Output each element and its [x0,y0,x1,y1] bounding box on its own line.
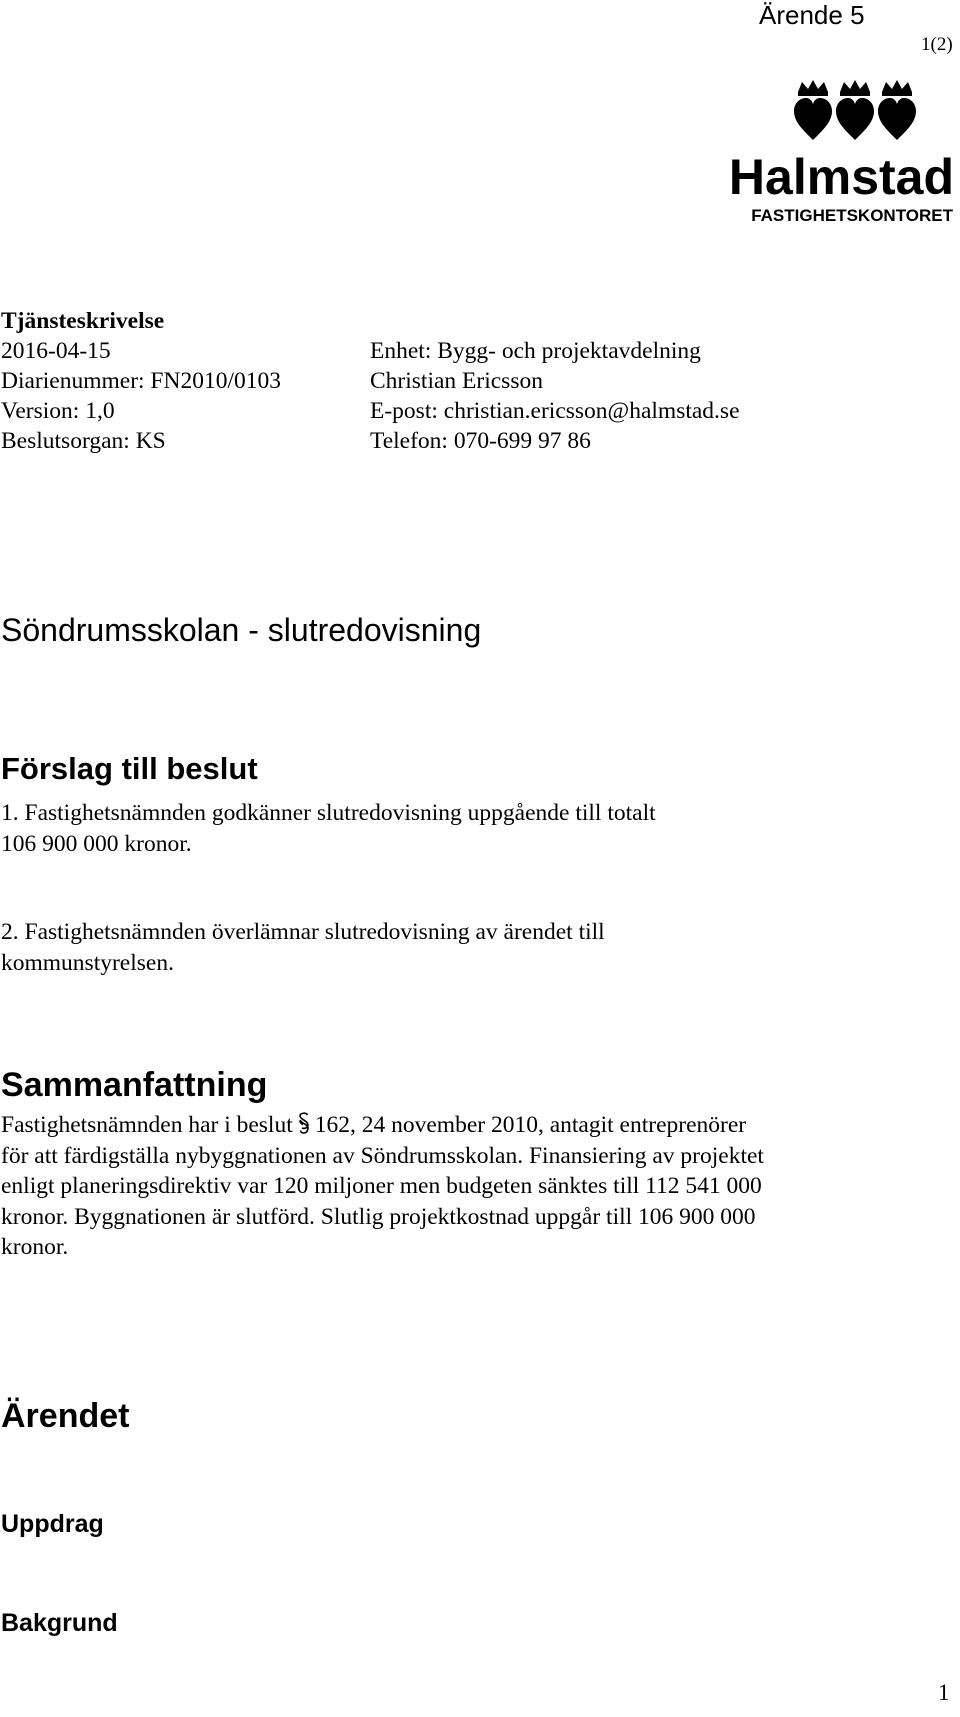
enhet: Enhet: Bygg- och projektavdelning [370,338,701,364]
heading-bakgrund: Bakgrund [1,1609,118,1637]
crown-icon [798,80,828,96]
heart-icon [836,98,874,140]
summary-paragraph [1,1110,764,1263]
crown-icon [882,80,912,96]
contact-name: Christian Ericsson [370,368,543,394]
heading-forslag: Förslag till beslut [1,751,258,786]
heading-sammanfattning: Sammanfattning [1,1066,268,1104]
beslutsorgan: Beslutsorgan: KS [1,428,166,454]
section-sign-icon [297,1111,311,1137]
meta-right-block [370,336,740,456]
page-number: 1 [938,1680,950,1705]
arende-label: Ärende 5 [759,0,865,30]
heading-arendet: Ärendet [1,1397,130,1435]
summary-line: Fastighetsnämnden har i beslut 162, 24 november 2010, antagit entreprenörer [1,1112,747,1138]
meta-left-block [1,336,281,456]
heart-icon [794,98,832,140]
summary-line: kronor. [1,1234,69,1260]
document-type: Tjänsteskrivelse [1,308,165,334]
version: Version: 1,0 [1,398,115,424]
heart-icon [878,98,916,140]
logo-wordmark: Halmstad [728,149,954,205]
document-date: 2016-04-15 [1,338,111,364]
proposal-item-1: 1. Fastighetsnämnden godkänner slutredovisning uppgående till totalt 106 900 000 kronor. [1,800,656,857]
diarienummer: Diarienummer: FN2010/0103 [1,368,282,394]
summary-line: för att färdigställa nybyggnationen av Söndrumsskolan. Finansiering av projektet [1,1142,764,1169]
page-of: 1(2) [921,34,953,55]
page-title: Söndrumsskolan - slutredovisning [1,612,482,648]
crowns-hearts-emblem [702,78,960,228]
summary-line: enligt planeringsdirektiv var 120 miljoner men budgeten sänktes till 112 541 000 [1,1173,762,1199]
crown-icon [840,80,870,96]
logo-subtitle: FASTIGHETSKONTORET [751,206,953,225]
contact-email: E-post: christian.ericsson@halmstad.se [370,398,740,424]
heading-uppdrag: Uppdrag [1,1510,104,1538]
halmstad-logo [702,78,960,228]
contact-phone: Telefon: 070-699 97 86 [370,428,591,454]
summary-line: kronor. Byggnationen är slutförd. Slutlig projektkostnad uppgår till 106 900 000 [1,1203,756,1230]
proposal-item-2: 2. Fastighetsnämnden överlämnar slutredovisning av ärendet till kommunstyrelsen. [1,919,605,976]
